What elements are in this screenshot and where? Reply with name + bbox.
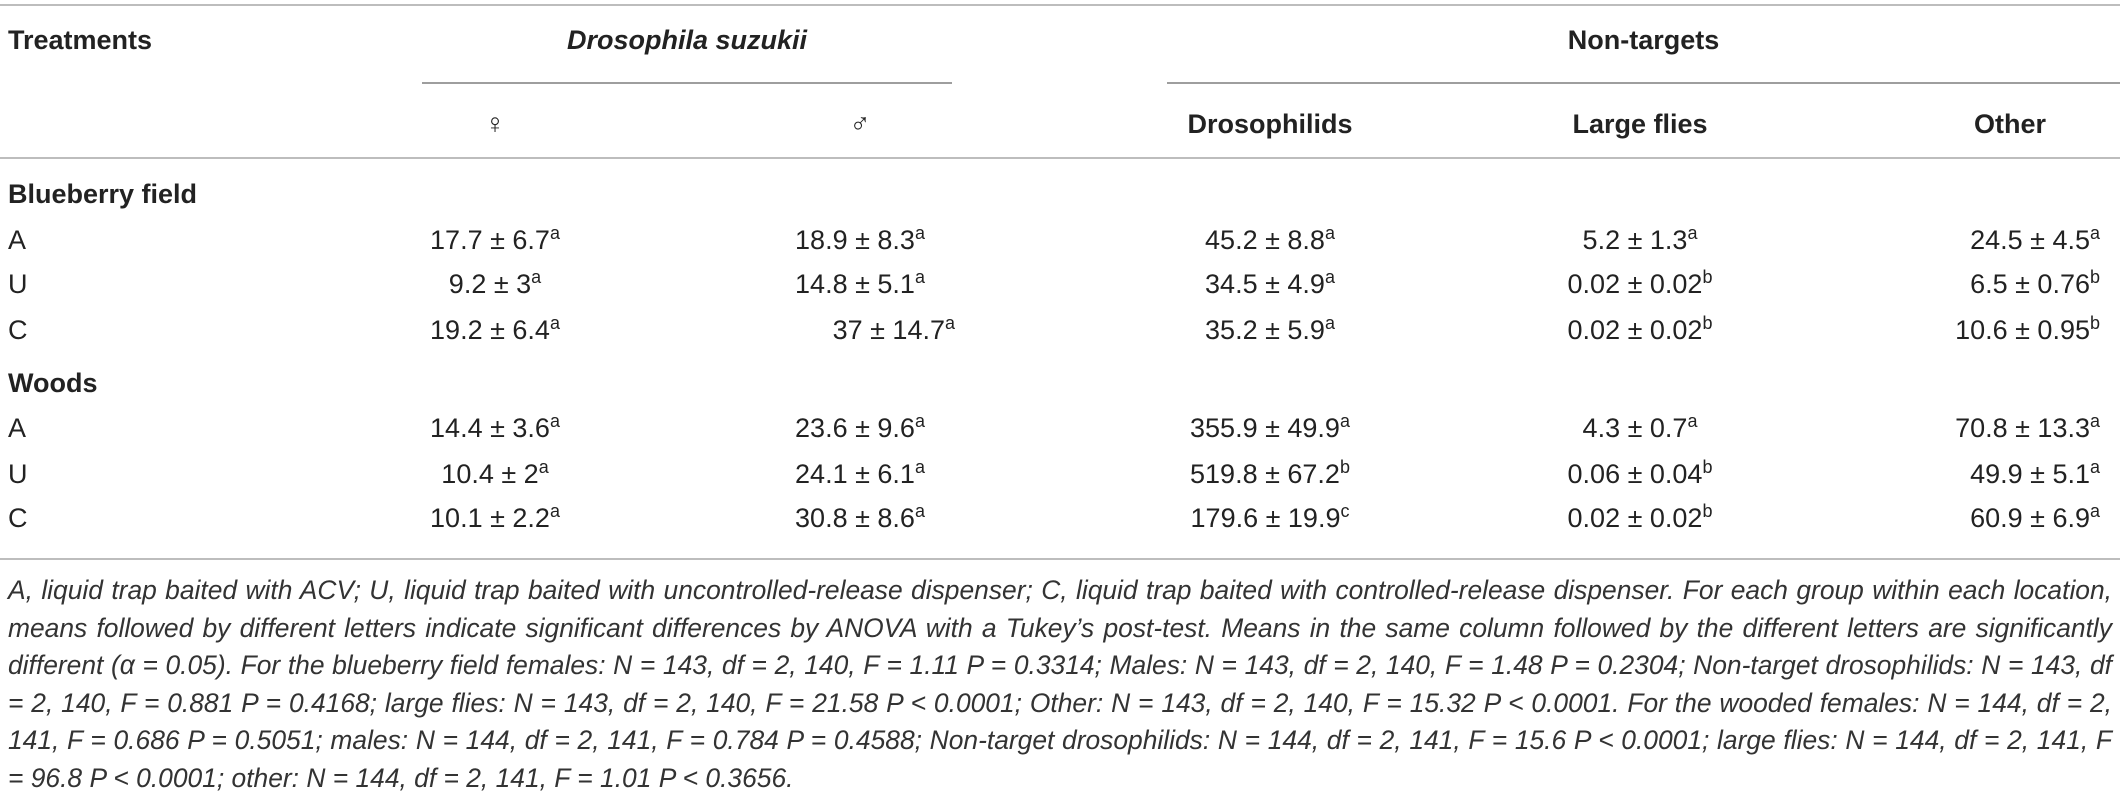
female-value: 10.1 ± 2.2$^a$ bbox=[430, 501, 560, 533]
row-label: C bbox=[8, 315, 28, 345]
header-non-targets: Non-targets bbox=[1567, 25, 1720, 55]
other-value: 6.5 ± 0.76$^b$ bbox=[1970, 267, 2100, 299]
header-other: Other bbox=[1973, 109, 2046, 139]
table-top-rule bbox=[0, 4, 2120, 6]
row-label: U bbox=[8, 269, 28, 299]
row-label: U bbox=[8, 459, 28, 489]
non-targets-group-underline bbox=[1167, 82, 2120, 84]
header-female: ♀ bbox=[484, 108, 506, 139]
header-male: ♂ bbox=[849, 108, 871, 139]
large-flies-value: 4.3 ± 0.7$^a$ bbox=[1582, 411, 1698, 443]
male-value: 18.9 ± 8.3$^a$ bbox=[795, 223, 925, 255]
header-large-flies: Large flies bbox=[1572, 109, 1708, 139]
header-bottom-rule bbox=[0, 157, 2120, 159]
header-drosophilids: Drosophilids bbox=[1187, 109, 1353, 139]
drosophilids-value: 34.5 ± 4.9$^a$ bbox=[1205, 267, 1335, 299]
row-label: A bbox=[8, 225, 27, 255]
male-value: 23.6 ± 9.6$^a$ bbox=[795, 411, 925, 443]
drosophilids-value: 519.8 ± 67.2$^b$ bbox=[1190, 457, 1350, 489]
header-drosophila-suzukii: Drosophila suzukii bbox=[566, 25, 808, 55]
male-value: 14.8 ± 5.1$^a$ bbox=[795, 267, 925, 299]
other-value: 24.5 ± 4.5$^a$ bbox=[1970, 223, 2100, 255]
male-value: 24.1 ± 6.1$^a$ bbox=[795, 457, 925, 489]
male-value: 37 ± 14.7$^a$ bbox=[832, 313, 955, 345]
table-bottom-rule bbox=[0, 558, 2120, 560]
drosophilids-value: 179.6 ± 19.9$^c$ bbox=[1190, 501, 1350, 533]
section-title-woods: Woods bbox=[8, 368, 98, 398]
other-value: 60.9 ± 6.9$^a$ bbox=[1970, 501, 2100, 533]
drosophilids-value: 35.2 ± 5.9$^a$ bbox=[1205, 313, 1335, 345]
large-flies-value: 0.06 ± 0.04$^b$ bbox=[1567, 457, 1713, 489]
section-title-blueberry-field: Blueberry field bbox=[8, 179, 198, 209]
table-footnote: A, liquid trap baited with ACV; U, liquid trap baited with uncontrolled-release dispenser; C, liquid trap baited with controlled-release dispenser. For each group within each location, means followed by different letters indicate significant differences by ANOVA with a Tukey’s post-test. Means in the same column followed by the different letters are significantly different (α = 0.05). For the blueberry field females: N = 143, df = 2, 140, F = 1.11 P = 0.3314; Males: N = 143, df = 2, 140, F = 1.48 P = 0.2304; Non-target drosophilids: N = 143, df = 2, 140, F = 0.881 P = 0.4168; large flies: N = 143, df = 2, 140, F = 21.58 P < 0.0001; Other: N = 143, df = 2, 140, F = 15.32 P < 0.0001. For the wooded females: N = 144, df = 2, 141, F = 0.686 P = 0.5051; males: N = 144, df = 2, 141, F = 0.784 P = 0.4588; Non-target drosophilids: N = 144, df = 2, 141, F = 15.6 P < 0.0001; large flies: N = 144, df = 2, 141, F = 96.8 P < 0.0001; other: N = 144, df = 2, 141, F = 1.01 P < 0.3656. bbox=[8, 575, 2112, 793]
male-value: 30.8 ± 8.6$^a$ bbox=[795, 501, 925, 533]
large-flies-value: 5.2 ± 1.3$^a$ bbox=[1582, 223, 1698, 255]
row-label: A bbox=[8, 413, 27, 443]
female-value: $9.2 \pm 3^a$ bbox=[448, 267, 542, 299]
drosophila-group-underline bbox=[422, 82, 952, 84]
large-flies-value: 0.02 ± 0.02$^b$ bbox=[1567, 501, 1713, 533]
female-value: $10.4 \pm 2^a$ bbox=[441, 457, 549, 489]
large-flies-value: 0.02 ± 0.02$^b$ bbox=[1567, 267, 1713, 299]
other-value: 70.8 ± 13.3$^a$ bbox=[1955, 411, 2100, 443]
other-value: 10.6 ± 0.95$^b$ bbox=[1955, 313, 2100, 345]
drosophilids-value: 355.9 ± 49.9$^a$ bbox=[1190, 411, 1350, 443]
female-value: 17.7 ± 6.7$^a$ bbox=[430, 223, 560, 255]
header-treatments: Treatments bbox=[8, 25, 153, 55]
female-value: 14.4 ± 3.6$^a$ bbox=[430, 411, 560, 443]
female-value: 19.2 ± 6.4$^a$ bbox=[430, 313, 560, 345]
row-label: C bbox=[8, 503, 28, 533]
drosophilids-value: 45.2 ± 8.8$^a$ bbox=[1205, 223, 1335, 255]
other-value: 49.9 ± 5.1$^a$ bbox=[1970, 457, 2100, 489]
large-flies-value: 0.02 ± 0.02$^b$ bbox=[1567, 313, 1713, 345]
